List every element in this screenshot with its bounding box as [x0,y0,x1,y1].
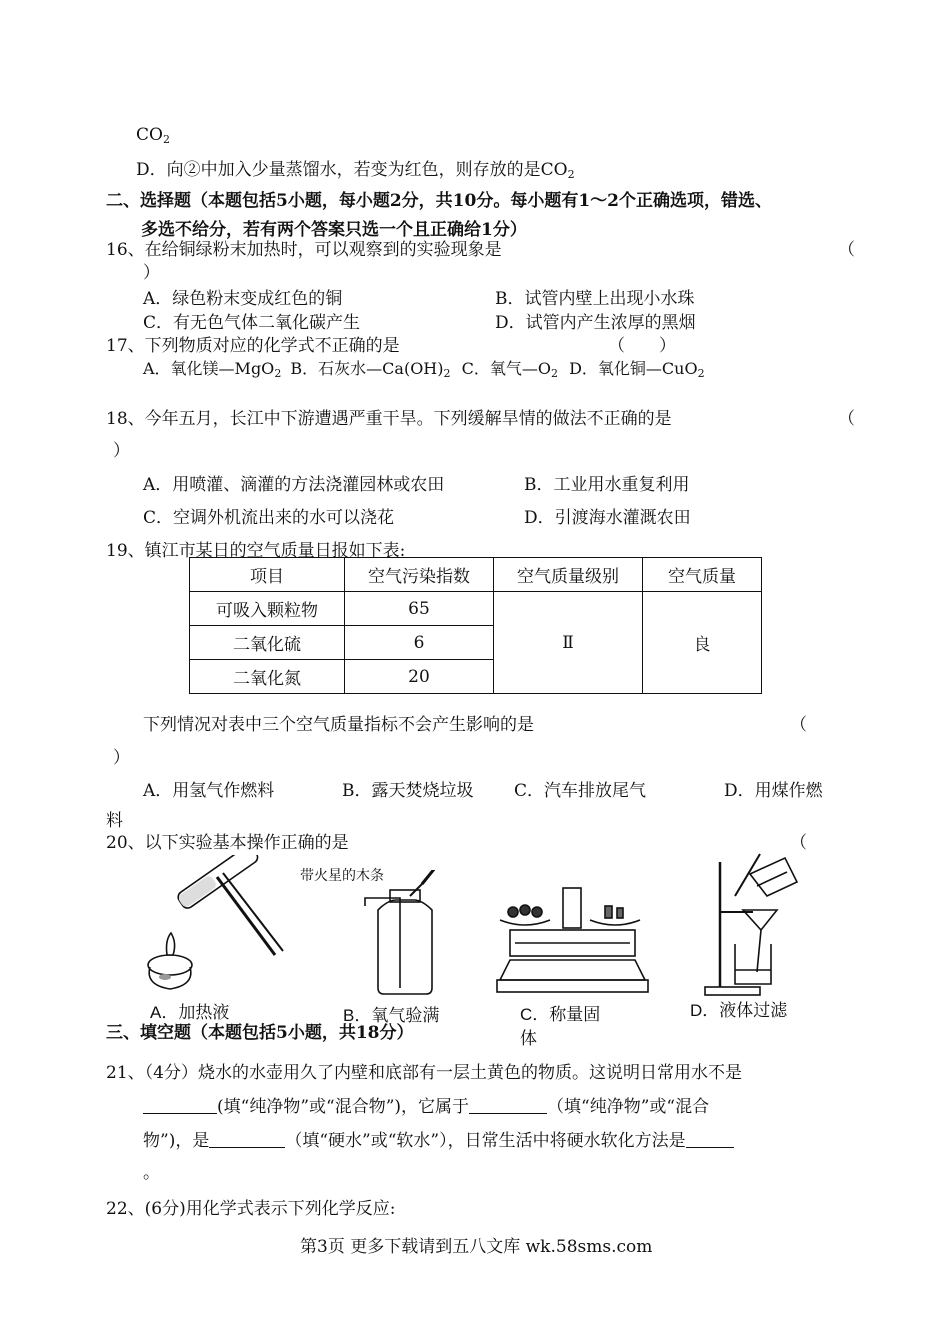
balance-pillar [563,888,581,928]
q21-line1: 21、（4分）烧水的水壶用久了内壁和底部有一层土黄色的物质。这说明日常用水不是 [106,1063,742,1083]
air-quality-table [189,557,762,694]
subscript: 2 [567,168,575,181]
q20-option-d: D．液体过滤 [690,1001,788,1020]
glass-rod [735,854,760,896]
tube-holder [223,873,283,951]
q19-option-d: D．用煤作燃 [724,781,823,801]
q17-paren: （ ） [608,336,676,356]
q20-option-a: A．加热液 [150,1003,230,1022]
q18-option-d: D．引渡海水灌溉农田 [524,508,691,528]
section2-title: 二、选择题（本题包括5小题，每小题2分，共10分。每小题有1～2个正确选项，错选、 [106,191,772,211]
prev-option-d [136,155,575,181]
balance-pan [590,920,640,925]
weighed-solid [532,907,542,917]
gas-bottle [378,900,432,994]
q17-option-c [462,359,558,378]
weight [605,906,612,918]
q17-option-d [569,359,705,378]
balance-base [497,980,648,992]
page-footer: 第3页 更多下载请到五八文库 wk.58sms.com [300,1237,653,1257]
table-header: 空气质量级别 [494,558,643,592]
answer-blank[interactable] [209,1131,285,1148]
co2-fragment [136,125,170,146]
q19-stem: 19、镇江市某日的空气质量日报如下表: [106,541,406,561]
balance-figure [495,880,655,1000]
q20-stem: 20、以下实验基本操作正确的是 [106,833,349,853]
table-cell: 65 [345,592,494,626]
q17-options [143,356,705,380]
table-header: 空气污染指数 [345,558,494,592]
q20-option-c: C．称量固 [520,1005,601,1024]
option-text: C．氧气—O [461,359,551,378]
section3-title: 三、填空题（本题包括5小题，共18分） [106,1023,414,1043]
q19-question: 下列情况对表中三个空气质量指标不会产生影响的是 [143,715,534,735]
oxygen-check-figure [360,870,450,1000]
q20-option-c-wrap: 体 [520,1029,537,1048]
q17-option-b [290,359,450,378]
q20-paren-open: （ [790,833,807,853]
tube-holder [217,877,275,955]
q18-paren-close: ） [113,441,130,461]
q17-stem: 17、下列物质对应的化学式不正确的是 [106,336,400,356]
table-cell: 二氧化氮 [190,660,345,694]
figure-label: 带火星的木条 [300,868,384,884]
subscript: 2 [443,367,451,380]
line-text: (填“纯净物”或“混合物”)，它属于 [217,1097,470,1117]
table-cell: 可吸入颗粒物 [190,592,345,626]
table-cell: 20 [345,660,494,694]
lamp-fuel [159,974,171,980]
weight [617,908,623,918]
answer-blank[interactable] [686,1131,734,1148]
weighed-solid [508,907,518,917]
answer-blank[interactable] [469,1097,547,1114]
balance-base [500,960,645,980]
table-header: 项目 [190,558,345,592]
q19-paren-close: ） [113,748,130,768]
q21-line3 [143,1126,734,1151]
filtration-figure [695,852,825,1000]
subscript: 2 [697,367,705,380]
table-header: 空气质量 [643,558,762,592]
q16-paren-open: （ [838,240,855,260]
q20-option-b: B．氧气验满 [343,1006,440,1025]
line-text: （填“纯净物”或“混合 [547,1097,710,1117]
table-row [190,592,762,626]
q16-option-c: C．有无色气体二氧化碳产生 [143,313,361,333]
q16-option-d: D．试管内产生浓厚的黑烟 [495,313,696,333]
funnel-stem [757,930,761,972]
flame [167,933,175,955]
table-header-row [190,558,762,592]
glowing-splint [410,880,426,896]
q16-paren-close: ） [143,263,160,283]
section2-note: 多选不给分，若有两个答案只选一个且正确给1分） [141,220,527,240]
q19-option-d-wrap: 料 [106,811,123,831]
air-quality-level: Ⅱ [494,592,643,694]
answer-blank[interactable] [143,1097,217,1114]
delivery-tube [365,898,400,988]
pouring-liquid [757,872,787,886]
q16-option-a: A．绿色粉末变成红色的铜 [143,289,343,309]
table-cell: 二氧化硫 [190,626,345,660]
q19-option-b: B．露天焚烧垃圾 [342,781,474,801]
balance-pan [500,920,550,925]
pouring-beaker [750,858,797,896]
option-text: A．氧化镁—MgO [143,359,275,378]
q18-option-a: A．用喷灌、滴灌的方法浇灌园林或农田 [143,475,445,495]
iron-stand-base [705,987,760,995]
q21-line2 [143,1092,709,1117]
q18-option-c: C．空调外机流出来的水可以浇花 [143,508,395,528]
subscript: 2 [274,367,282,380]
line-text: （填“硬水”或“软水”），日常生活中将硬水软化方法是 [285,1131,686,1151]
subscript: 2 [162,133,170,146]
weighed-solid [520,905,530,915]
q19-option-c: C．汽车排放尾气 [514,781,647,801]
option-text: D．氧化铜—CuO [569,359,698,378]
q19-option-a: A．用氢气作燃料 [143,781,275,801]
line-text: 物”)，是 [143,1131,210,1151]
air-quality-grade: 良 [643,592,762,694]
q16-stem: 16、在给铜绿粉末加热时，可以观察到的实验现象是 [106,240,502,260]
q18-paren-open: （ [838,409,855,429]
option-text: D．向②中加入少量蒸馏水，若变为红色，则存放的是CO [136,160,568,180]
q22-stem: 22、(6分)用化学式表示下列化学反应: [106,1199,396,1219]
heating-liquid-figure [135,855,285,1000]
q19-paren-open: （ [790,715,807,735]
table-cell: 6 [345,626,494,660]
option-text: B．石灰水—Ca(OH) [290,359,444,378]
alcohol-lamp [148,955,192,975]
q21-line4: 。 [143,1163,160,1183]
q18-stem: 18、今年五月，长江中下游遭遇严重干旱。下列缓解旱情的做法不正确的是 [106,409,672,429]
beaker [735,944,771,984]
q17-option-a [143,359,281,378]
subscript: 2 [550,367,558,380]
q16-option-b: B．试管内壁上出现小水珠 [495,289,695,309]
co2-text: CO [136,125,163,145]
q18-option-b: B．工业用水重复利用 [524,475,690,495]
